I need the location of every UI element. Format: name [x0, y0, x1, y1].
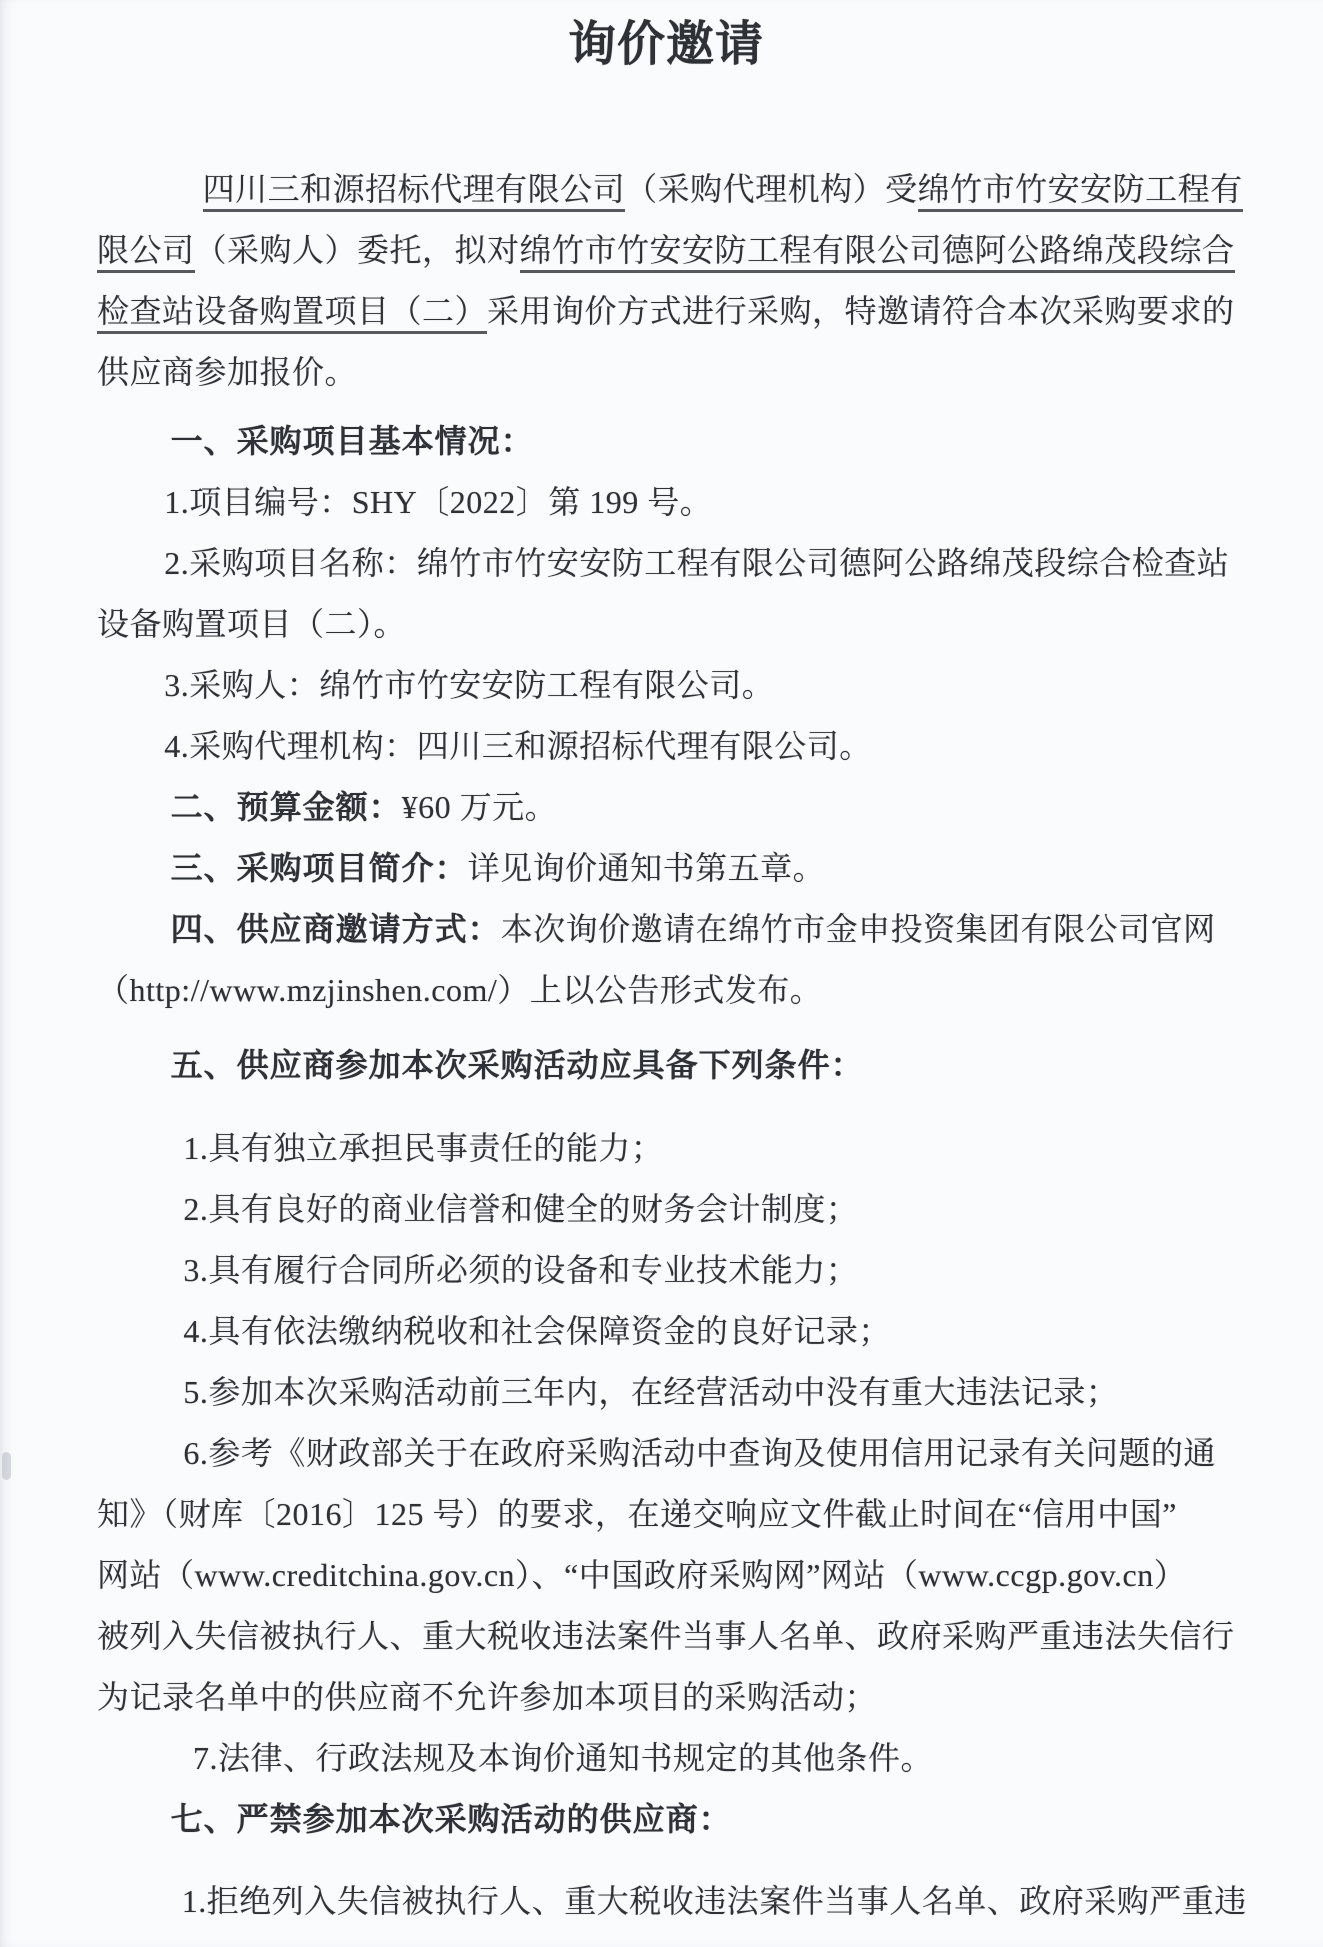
text-run: 设备购置项目（二）。 — [97, 606, 407, 642]
text-run: 网站（www.creditchina.gov.cn）、“中国政府采购网”网站（www.ccgp.gov.cn） — [97, 1557, 1187, 1593]
text-run: 详见询价通知书第五章。 — [467, 850, 826, 886]
bold-heading-text: 一、采购项目基本情况： — [170, 423, 534, 459]
list-item-line — [97, 1362, 1235, 1423]
text-run: 本次询价邀请在绵竹市金申投资集团有限公司官网 — [500, 911, 1216, 947]
list-item-line — [97, 1301, 1235, 1362]
section-heading-line — [97, 1789, 1235, 1850]
list-item-line — [97, 1179, 1235, 1240]
list-item-line — [97, 655, 1235, 716]
paragraph-line — [97, 220, 1235, 281]
text-run: 3.采购人：绵竹市竹安安防工程有限公司。 — [164, 667, 775, 703]
bold-heading-text: 七、严禁参加本次采购活动的供应商： — [170, 1801, 732, 1837]
section-heading-line — [97, 411, 1235, 472]
text-run: 4.采购代理机构：四川三和源招标代理有限公司。 — [164, 728, 872, 764]
text-run: ¥60 万元。 — [401, 789, 558, 825]
text-run: 5.参加本次采购活动前三年内，在经营活动中没有重大违法记录； — [183, 1374, 1119, 1410]
paragraph-line — [97, 960, 1235, 1021]
list-item-line — [97, 1118, 1235, 1179]
text-run: 供应商参加报价。 — [97, 354, 358, 390]
text-run: 2.采购项目名称：绵竹市竹安安防工程有限公司德阿公路绵茂段综合检查站 — [164, 545, 1230, 581]
underlined-text: 绵竹市竹安安防工程有 — [918, 171, 1243, 212]
section-heading-line — [97, 1035, 1235, 1096]
paragraph-line — [97, 1667, 1235, 1728]
paragraph-line — [97, 159, 1243, 220]
section-heading-line — [97, 899, 1235, 960]
paragraph-line — [97, 342, 1235, 403]
paragraph-line — [97, 1484, 1235, 1545]
underlined-text: 绵竹市竹安安防工程有限公司德阿公路绵茂段综合 — [520, 232, 1235, 273]
text-run: （采购人）委托，拟对 — [194, 232, 520, 268]
paragraph-line — [97, 594, 1235, 655]
page-title: 询价邀请 — [567, 18, 764, 71]
scan-artifact — [2, 1452, 11, 1480]
list-item-line — [97, 1240, 1235, 1301]
bold-heading-text: 二、预算金额： — [170, 789, 402, 825]
underlined-text: 限公司 — [97, 232, 195, 273]
text-run: 4.具有依法缴纳税收和社会保障资金的良好记录； — [183, 1313, 891, 1349]
text-run: 6.参考《财政部关于在政府采购活动中查询及使用信用记录有关问题的通 — [183, 1435, 1216, 1471]
text-run: 被列入失信被执行人、重大税收违法案件当事人名单、政府采购严重违法失信行 — [97, 1618, 1235, 1654]
underlined-text: 检查站设备购置项目（二） — [97, 293, 487, 334]
text-run: 知》（财库〔2016〕125 号）的要求，在递交响应文件截止时间在“信用中国” — [97, 1496, 1177, 1532]
text-run: 1.拒绝列入失信被执行人、重大税收违法案件当事人名单、政府采购严重违 — [181, 1883, 1247, 1919]
text-run: 3.具有履行合同所必须的设备和专业技术能力； — [183, 1252, 859, 1288]
list-item-line — [97, 472, 1235, 533]
underlined-text: 四川三和源招标代理有限公司 — [203, 171, 626, 212]
bold-heading-text: 四、供应商邀请方式： — [170, 911, 501, 947]
list-item-line — [97, 716, 1235, 777]
section-heading-line — [97, 838, 1235, 899]
text-run: 1.具有独立承担民事责任的能力； — [183, 1130, 664, 1166]
bold-heading-text: 三、采购项目简介： — [170, 850, 468, 886]
list-item-line — [97, 533, 1235, 594]
list-item-line — [97, 1871, 1247, 1932]
bold-heading-text: 五、供应商参加本次采购活动应具备下列条件： — [170, 1047, 864, 1083]
paragraph-line — [97, 281, 1235, 342]
text-run: 采用询价方式进行采购，特邀请符合本次采购要求的 — [487, 293, 1235, 329]
paragraph-line — [97, 1545, 1235, 1606]
text-run: 7.法律、行政法规及本询价通知书规定的其他条件。 — [193, 1740, 934, 1776]
list-item-line — [97, 1423, 1235, 1484]
section-heading-line — [97, 777, 1235, 838]
text-run: 为记录名单中的供应商不允许参加本项目的采购活动； — [97, 1679, 878, 1715]
text-run: 2.具有良好的商业信誉和健全的财务会计制度； — [183, 1191, 859, 1227]
text-run: （采购代理机构）受 — [625, 171, 918, 207]
text-run: （http://www.mzjinshen.com/）上以公告形式发布。 — [97, 972, 823, 1008]
document-body — [97, 159, 1247, 1932]
list-item-line — [97, 1728, 1235, 1789]
paragraph-line — [97, 1606, 1235, 1667]
text-run: 1.项目编号：SHY〔2022〕第 199 号。 — [164, 484, 713, 520]
